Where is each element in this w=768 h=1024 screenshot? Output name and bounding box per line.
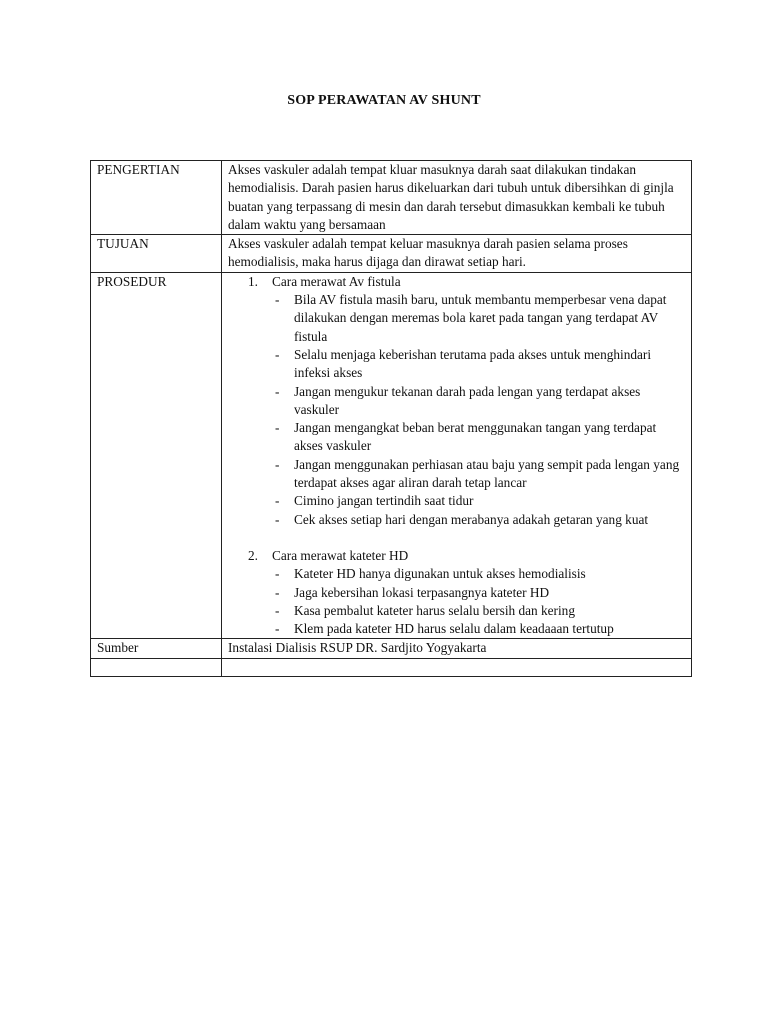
prosedur-content <box>222 272 692 639</box>
step-text: Kateter HD hanya digunakan untuk akses hemodialisis <box>294 566 586 582</box>
tujuan-text: Akses vaskuler adalah tempat keluar masuknya darah pasien selama proses hemodialisis, maka harus dijaga dan dirawat setiap hari. <box>222 235 692 273</box>
step-text: Cek akses setiap hari dengan merabanya adakah getaran yang kuat <box>294 511 649 527</box>
procedure-step <box>272 456 687 493</box>
dash-marker: - <box>275 346 280 362</box>
step-text: Selalu menjaga keberishan terutama pada akses untuk menghindari infeksi akses <box>294 346 652 381</box>
table-row-pengertian <box>91 161 692 235</box>
step-text: Kasa pembalut kateter harus selalu bersih dan kering <box>294 602 575 618</box>
pengertian-text: Akses vaskuler adalah tempat kluar masuknya darah saat dilakukan tindakan hemodialisis. Darah pasien harus dikeluarkan dari tubuh untuk dibersihkan di ginjla buatan yang terpassang di mesin dan darah tersebut dimasukkan kembali ke tubuh dalam waktu yang bersamaan <box>222 161 692 235</box>
dash-marker: - <box>275 584 280 600</box>
dash-marker: - <box>275 383 280 399</box>
dash-marker: - <box>275 511 280 527</box>
procedure-heading: Cara merawat Av fistula <box>272 273 401 289</box>
procedure-item <box>228 273 687 529</box>
row-label-prosedur: PROSEDUR <box>91 272 222 639</box>
procedure-item <box>228 547 687 638</box>
sumber-text: Instalasi Dialisis RSUP DR. Sardjito Yogyakarta <box>222 639 692 658</box>
procedure-number: 1. <box>248 273 258 289</box>
procedure-steps <box>272 565 687 638</box>
procedure-list <box>228 273 687 639</box>
table-row-tujuan <box>91 235 692 273</box>
procedure-step <box>272 565 687 583</box>
row-label-sumber: Sumber <box>91 639 222 658</box>
procedure-steps <box>272 291 687 529</box>
step-text: Jangan menggunakan perhiasan atau baju yang sempit pada lengan yang terdapat akses agar aliran darah tetap lancar <box>294 456 680 491</box>
dash-marker: - <box>275 292 280 308</box>
table-row-prosedur <box>91 272 692 639</box>
dash-marker: - <box>275 621 280 637</box>
document-title: SOP PERAWATAN AV SHUNT <box>287 93 481 108</box>
step-text: Jangan mengukur tekanan darah pada lengan yang terdapat akses vaskuler <box>294 383 641 417</box>
procedure-step <box>272 584 687 602</box>
dash-marker: - <box>275 602 280 618</box>
step-text: Jaga kebersihan lokasi terpasangnya kateter HD <box>294 584 550 600</box>
procedure-step <box>272 383 687 420</box>
dash-marker: - <box>275 456 280 472</box>
row-label-pengertian: PENGERTIAN <box>91 161 222 235</box>
dash-marker: - <box>275 420 280 436</box>
sop-table <box>90 160 692 677</box>
procedure-step <box>272 419 687 456</box>
step-text: Jangan mengangkat beban berat menggunakan tangan yang terdapat akses vaskuler <box>294 420 657 454</box>
procedure-step <box>272 511 687 529</box>
dash-marker: - <box>275 493 280 509</box>
procedure-number: 2. <box>248 547 258 563</box>
dash-marker: - <box>275 566 280 582</box>
table-row-empty <box>91 658 692 676</box>
step-text: Bila AV fistula masih baru, untuk membantu memperbesar vena dapat dilakukan dengan meremas bola karet pada tangan yang terdapat AV fistula <box>294 292 667 344</box>
procedure-step <box>272 620 687 638</box>
step-text: Klem pada kateter HD harus selalu dalam keadaaan tertutup <box>294 621 614 637</box>
procedure-step <box>272 346 687 383</box>
procedure-step <box>272 492 687 510</box>
empty-cell <box>222 658 692 676</box>
row-label-tujuan: TUJUAN <box>91 235 222 273</box>
step-text: Cimino jangan tertindih saat tidur <box>294 493 474 509</box>
procedure-step <box>272 291 687 346</box>
procedure-step <box>272 602 687 620</box>
table-row-sumber <box>91 639 692 658</box>
procedure-heading: Cara merawat kateter HD <box>272 547 409 563</box>
empty-cell <box>91 658 222 676</box>
